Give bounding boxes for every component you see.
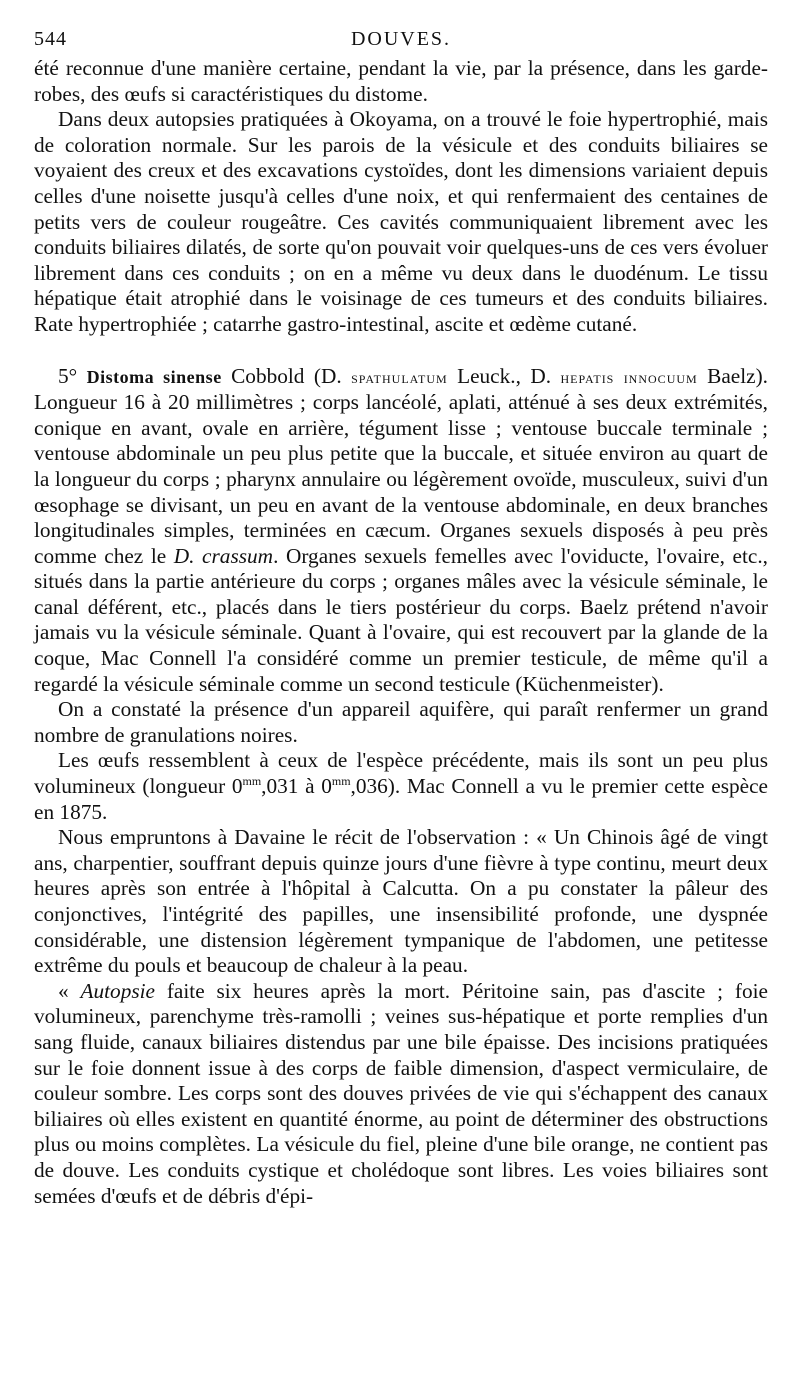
autopsie-text: faite six heures après la mort. Péritoine sain, pas d'ascite ; foie volumineux, parenchyme très-ramolli ; veines sus-hépatique et porte remplies d'un sang fluide, canaux biliaires distendus par une bile épaisse. Des incisions pratiquées sur le foie donnent issue à des corps de faible dimension, d'aspect vermiculaire, de couleur sombre. Les corps sont des douves privées de vie qui s'échappent des canaux biliaires où elles existent en quantité énorme, au point de déterminer des obstructions plus ou moins complètes. La vésicule du fiel, pleine d'une bile orange, ne contient pas de douve. Les conduits cystique et cholédoque sont libres. Les voies biliaires sont semées d'œufs et de débris d'épi- [34,978,768,1208]
description-text-continued: . Organes sexuels femelles avec l'oviducte, l'ovaire, etc., situés dans la partie antérieure du corps ; organes mâles avec la vésicule séminale, le canal déférent, etc., placés dans le tiers postérieur du corps. Baelz prétend n'avoir jamais vu la vésicule séminale. Quant à l'ovaire, qui est recouvert par la glande de la coque, Mac Connell l'a considéré comme un premier testicule, de même qu'il a regardé la vésicule séminale comme un second testicule (Küchenmeister). [34,543,768,696]
paragraph-autopsie [34,979,768,1209]
paragraph-continuation: été reconnue d'une manière certaine, pendant la vie, par la présence, dans les garde-robes, des œufs si caractéristiques du distome. [34,56,768,106]
running-head [34,22,768,56]
species-name: Distoma sinense [86,366,222,387]
unit-mm: mm [331,773,351,788]
eggs-text: Les œufs ressemblent à ceux de l'espèce précédente, mais ils sont un peu plus volumineux (longueur 0 [34,748,768,799]
autopsie-word: Autopsie [80,978,156,1003]
eggs-text-end: ,036). Mac Connell a vu le premier cette espèce en 1875. [34,774,768,824]
eggs-text-mid: ,031 à 0 [261,774,332,799]
book-page [34,22,768,1209]
synonym-spathulatum: spathulatum [351,367,448,387]
quote-open: « [58,978,81,1003]
reference-d-crassum: D. crassum [173,543,274,568]
section-gap [34,338,768,364]
synonym-hepatis-innocuum: hepatis innocuum [560,367,698,387]
paragraph-appareil-aquifere: On a constaté la présence d'un appareil aquifère, qui paraît renfermer un grand nombre de granulations noires. [34,697,768,747]
species-authority: Cobbold (D. [221,363,352,388]
unit-mm: mm [242,773,262,788]
paragraph-oeufs [34,748,768,825]
description-text: Baelz). Longueur 16 à 20 millimètres ; corps lancéolé, aplati, atténué à ses deux extrémités, conique en avant, ovale en arrière, tégument lisse ; ventouse buccale terminale ; ventouse abdominale un peu plus petite que la buccale, et située environ au quart de la longueur du corps ; pharynx annulaire ou légèrement ovoïde, musculeux, suivi d'un œsophage se divisant, un peu en avant de la ventouse abdominale, en deux branches longitudinales simples, terminées en cæcum. Organes sexuels disposés à peu près comme chez le [34,363,769,568]
paragraph-autopsies-okoyama: Dans deux autopsies pratiquées à Okoyama, on a trouvé le foie hypertrophié, mais de coloration normale. Sur les parois de la vésicule et des conduits biliaires se voyaient des creux et des excavations cystoïdes, dont les dimensions variaient depuis celles d'une noisette jusqu'à celles d'une noix, et qui renfermaient des centaines de petits vers de couleur rougeâtre. Ces cavités communiquaient librement avec les conduits biliaires dilatés, de sorte qu'on pouvait voir quelques-uns de ces vers évoluer librement dans ces conduits ; on en a même vu deux dans le duodénum. Le tissu hépatique était atrophié dans le voisinage de ces tumeurs et des conduits biliaires. Rate hypertrophiée ; catarrhe gastro-intestinal, ascite et œdème cutané. [34,107,768,336]
section-number: 5° [58,363,78,388]
synonym-authority: Leuck., D. [447,363,561,388]
running-title: DOUVES. [350,28,452,50]
paragraph-distoma-sinense [34,364,768,698]
paragraph-observation-davaine: Nous empruntons à Davaine le récit de l'observation : « Un Chinois âgé de vingt ans, charpentier, souffrant depuis quinze jours d'une fièvre à type continu, meurt deux heures après son entrée à l'hôpital à Calcutta. On a pu constater la pâleur des conjonctives, l'intégrité des papilles, une insensibilité profonde, une dyspnée considérable, une distension légèrement tympanique de l'abdomen, une petitesse extrême du pouls et beaucoup de chaleur à la peau. [34,825,768,978]
page-number: 544 [34,28,67,50]
